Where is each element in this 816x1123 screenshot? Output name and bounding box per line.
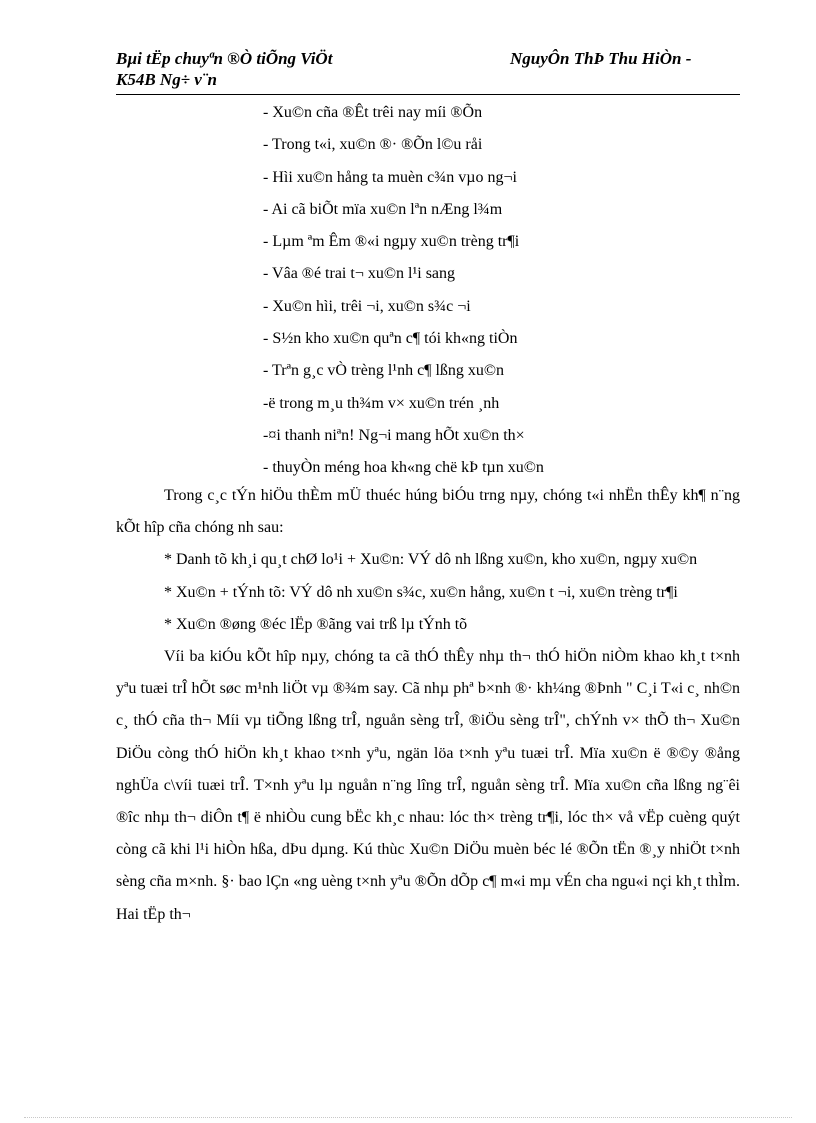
paragraph: * Danh tõ kh¸i qu¸t chØ lo¹i + Xu©n: VÝ dô nh lßng xu©n, kho xu©n, ngµy xu©n <box>164 551 698 569</box>
body-text <box>116 480 740 931</box>
header-author: NguyÔn ThÞ Thu HiÒn - <box>510 49 692 68</box>
verse-line: - Trong t«i, xu©n ®· ®Õn l©u råi <box>263 136 483 154</box>
paragraph: * Xu©n ®øng ®éc lËp ®ãng vai trß lµ tÝnh tõ <box>164 615 468 633</box>
paragraph: Víi ba kiÓu kÕt hîp nµy, chóng ta cã thÓ thÊy nhµ th¬ thÓ hiÖn niÒm khao kh¸t t×nh yªu tuæi trÎ hÕt søc m¹nh liÖt vµ ®¾m say. Cã nhµ phª b×nh ®· kh¼ng ®Þnh " C¸i T«i c¸ nh©n c¸ thÓ cña th¬ Míi vµ tiÕng lßng trÎ, nguån sèng trÎ, ®iÖu sèng trÎ", chÝnh v× thÕ th¬ Xu©n DiÖu còng thÓ hiÖn kh¸t khao t×nh yªu, ngän löa t×nh yªu tuæi trÎ. Mïa xu©n ë ®©y ®ång nghÜa c\víi tuæi trÎ. T×nh yªu lµ nguån n¨ng lîng trÎ, nguån sèng trÎ. Mïa xu©n cña lßng ng¨êi ®îc nhµ th¬ diÔn t¶ ë nhiÒu cung bËc kh¸c nhau: lóc th× trèng tr¶i, lóc th× vå vËp cuèng quýt còng cã khi l¹i hiÒn hßa, dÞu dµng. Kú thùc Xu©n DiÖu muèn béc lé ®Õn tËn ®¸y nhiÖt t×nh sèng cña m×nh. §· bao lÇn «ng uèng t×nh yªu ®Õn dÕp c¶ m«i mµ vÉn cha ngu«i nçi kh¸t thÌm. Hai tËp th¬ <box>116 648 740 923</box>
page-header <box>116 48 740 95</box>
verse-line: - Hìi xu©n hång ta muèn c¾n vµo ng¬i <box>263 168 517 186</box>
header-class: K54B Ng÷ v¨n <box>116 70 217 89</box>
verse-line: - Xu©n hìi, trêi ¬i, xu©n s¾c ¬i <box>263 297 471 315</box>
verse-line: - Ai cã biÕt mïa xu©n lªn nÆng l¾m <box>263 200 503 218</box>
verse-list <box>263 97 743 485</box>
verse-line: - thuyÒn méng hoa kh«ng chë kÞ tµn xu©n <box>263 459 544 477</box>
paragraph: Trong c¸c tÝn hiÖu thÈm mÜ thuéc húng biÓu trng nµy, chóng t«i nhËn thÊy kh¶ n¨ng kÕt hîp cña chóng nh sau: <box>116 487 740 537</box>
header-title: Bµi tËp chuyªn ®Ò tiÕng ViÖt <box>116 49 333 68</box>
verse-line: -¤i thanh niªn! Ng¬i mang hÕt xu©n th× <box>263 426 525 444</box>
verse-line: -ë trong m¸u th¾m v× xu©n trén ¸nh <box>263 394 500 412</box>
footer-divider <box>24 1117 792 1118</box>
verse-line: - Trªn g¸c vÒ trèng l¹nh c¶ lßng xu©n <box>263 362 505 380</box>
verse-line: - Lµm ªm Êm ®«i ngµy xu©n trèng tr¶i <box>263 233 520 251</box>
paragraph: * Xu©n + tÝnh tõ: VÝ dô nh xu©n s¾c, xu©n hång, xu©n t ¬i, xu©n trèng tr¶i <box>164 583 678 601</box>
verse-line: - Xu©n cña ®Êt trêi nay míi ®Õn <box>263 104 483 121</box>
verse-line: - Vâa ®é trai t¬ xu©n l¹i sang <box>263 265 456 283</box>
verse-line: - S½n kho xu©n quªn c¶ tói kh«ng tiÒn <box>263 330 518 348</box>
